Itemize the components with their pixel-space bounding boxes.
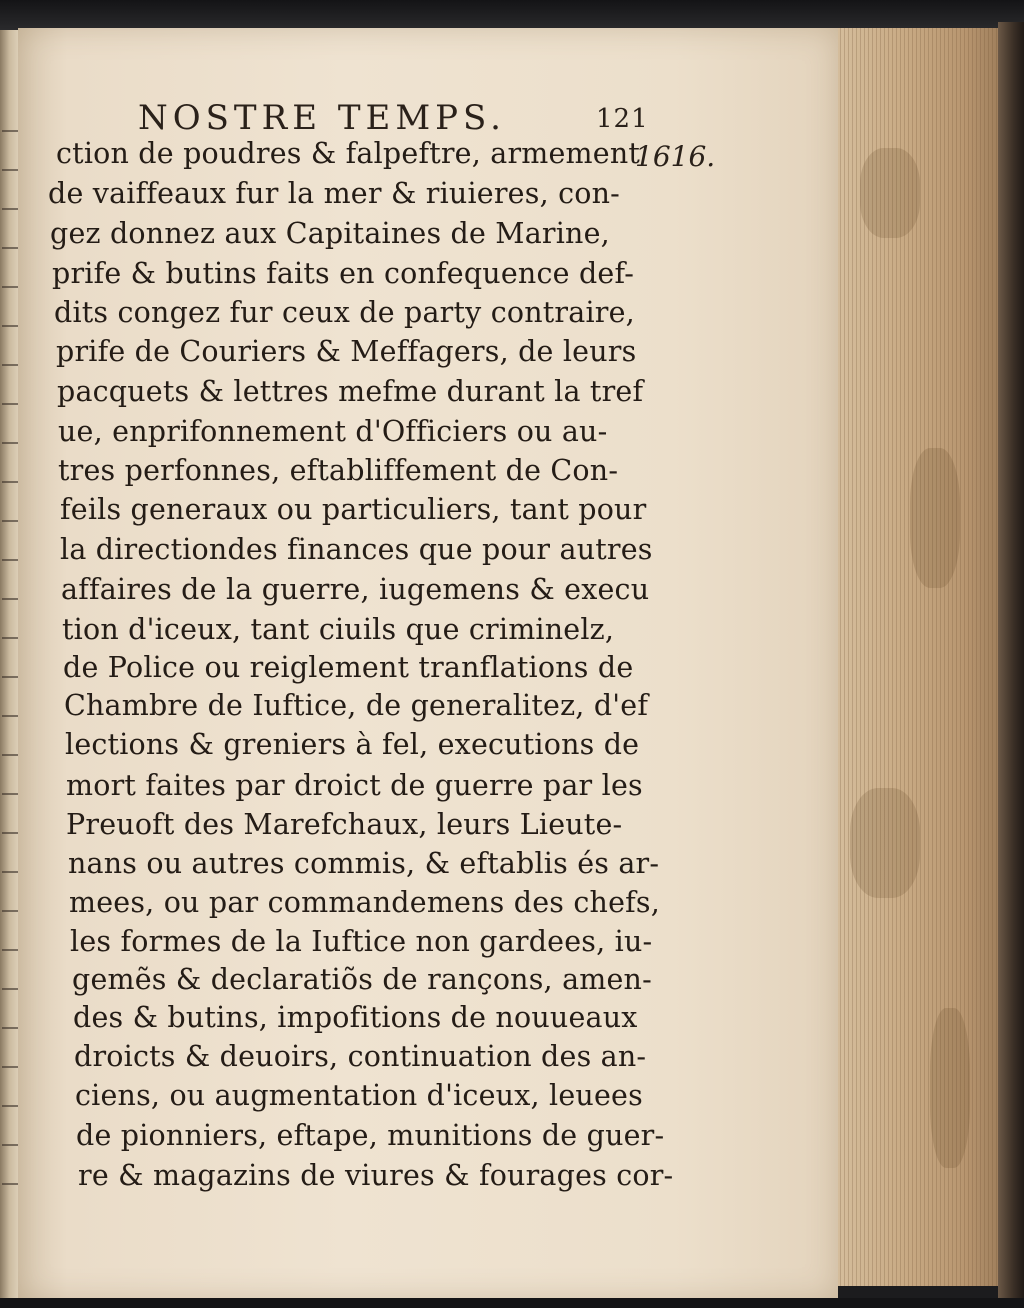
text-line: la directiondes finances que pour autres	[60, 533, 653, 566]
text-line: tres perfonnes, eftabliffement de Con-	[58, 454, 619, 487]
text-line: gez donnez aux Capitaines de Marine,	[50, 217, 610, 250]
text-line: les formes de la Iuftice non gardees, iu-	[70, 925, 653, 958]
text-line: re & magazins de viures & fourages cor-	[78, 1159, 674, 1192]
running-head: NOSTRE TEMPS.	[138, 98, 506, 138]
text-line: de Police ou reiglement tranflations de	[63, 651, 634, 684]
top-shadow	[0, 0, 1024, 30]
text-line: de vaiffeaux fur la mer & riuieres, con-	[48, 177, 620, 210]
text-line: Chambre de Iuftice, de generalitez, d'ef	[64, 689, 649, 722]
text-line: Preuoft des Marefchaux, leurs Lieute-	[66, 808, 623, 841]
text-line: ction de poudres & falpeftre, armement	[56, 137, 641, 170]
text-line: ue, enprifonnement d'Officiers ou au-	[58, 415, 608, 448]
text-line: de pionniers, eftape, munitions de guer-	[76, 1119, 665, 1152]
body-text	[18, 28, 838, 1300]
text-line: nans ou autres commis, & eftablis és ar-	[68, 847, 660, 880]
text-line: droicts & deuoirs, continuation des an-	[74, 1040, 647, 1073]
text-line: des & butins, impofitions de nouueaux	[73, 1001, 638, 1034]
text-line: ciens, ou augmentation d'iceux, leuees	[75, 1079, 643, 1112]
text-line: lections & greniers à fel, executions de	[65, 728, 640, 761]
book-cover-edge	[998, 22, 1024, 1302]
text-line: pacquets & lettres mefme durant la tref	[57, 375, 644, 408]
text-line: tion d'iceux, tant ciuils que criminelz,	[62, 613, 615, 646]
text-line: feils generaux ou particuliers, tant pour	[60, 493, 647, 526]
book-page	[18, 28, 838, 1300]
text-line: mees, ou par commandemens des chefs,	[69, 886, 660, 919]
text-line: gemẽs & declaratiõs de rançons, amen-	[72, 963, 652, 996]
margin-note-date: 1616.	[635, 140, 716, 173]
text-line: prife de Couriers & Meffagers, de leurs	[56, 335, 637, 368]
page-number: 121	[596, 104, 649, 134]
text-line: affaires de la guerre, iugemens & execu	[61, 573, 650, 606]
text-line: mort faites par droict de guerre par les	[66, 769, 643, 802]
text-line: prife & butins faits en confequence def-	[52, 257, 635, 290]
text-line: dits congez fur ceux de party contraire,	[54, 296, 635, 329]
page-block-fore-edge	[818, 28, 1000, 1286]
bottom-shadow	[0, 1298, 1024, 1308]
